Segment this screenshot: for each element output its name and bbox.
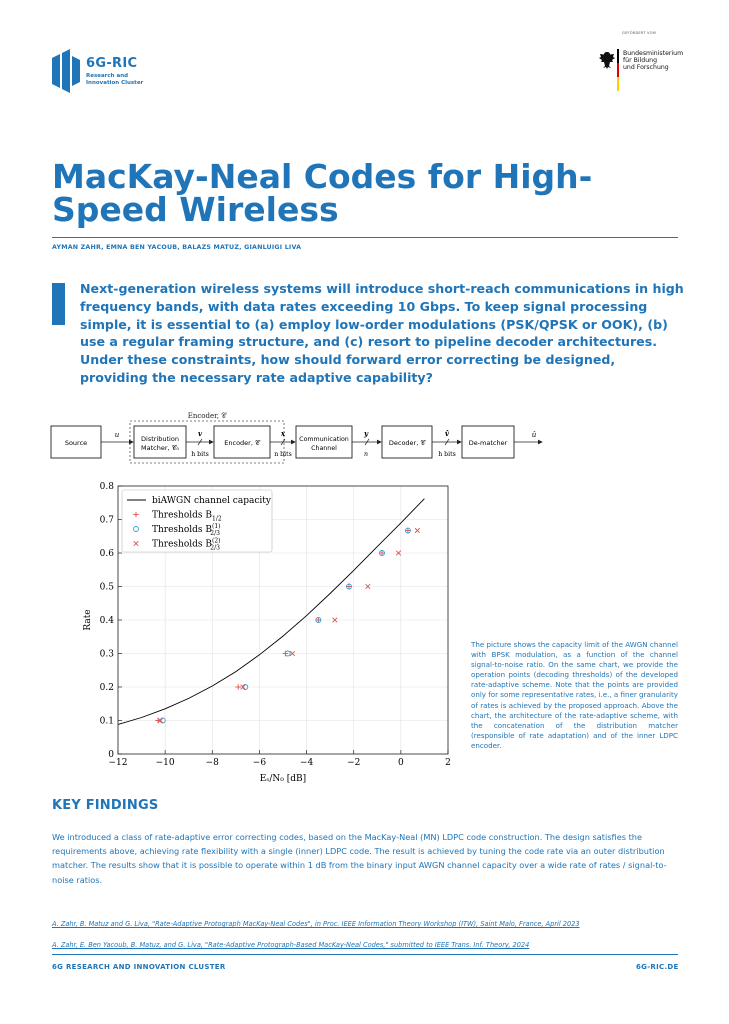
german-flag-stripe — [617, 49, 619, 91]
signal-v-hat: v̂ — [444, 429, 450, 438]
x-tick-label: −12 — [108, 758, 128, 768]
footer-website-link[interactable]: 6G-RIC.DE — [636, 963, 679, 971]
bits-label-h-out: h bits — [438, 451, 456, 458]
x-tick-label: −10 — [155, 758, 175, 768]
x-tick-label: −8 — [205, 758, 219, 768]
signal-u-hat: û — [531, 431, 537, 439]
bits-label-channel-n: n — [364, 451, 368, 458]
bits-label-h: h bits — [191, 451, 209, 458]
x-axis-label: Eₛ/N₀ [dB] — [259, 774, 307, 784]
footer-divider — [52, 954, 678, 955]
source-block-label: Source — [64, 439, 88, 447]
page-title: MacKay-Neal Codes for High-Speed Wireless — [52, 157, 593, 229]
distribution-matcher-label-2: Matcher, 𝒞₀ — [141, 444, 179, 452]
logo-title: 6G-RIC — [86, 56, 138, 71]
y-tick-label: 0.5 — [99, 582, 114, 593]
figure-caption: The picture shows the capacity limit of the AWGN channel with BPSK modulation, as a function of the channel signal-to-noise ratio. On the same chart, we provide the operation points (decoding thresholds) of the developed rate-adaptive scheme. Note that the points are provided only for some representative rates, i.e., a finer granularity of rates is achieved by the proposed approach. Above the chart, the architecture of the rate-adaptive scheme, with the concatenation of the distribution matcher (responsible of rate adaptation) and of the inner LDPC encoder. — [471, 640, 678, 750]
y-tick-label: 0.2 — [99, 683, 114, 693]
legend-entry-label: Thresholds $B^{(2)}$ 2/3 — [152, 537, 221, 552]
x-tick-label: 2 — [445, 758, 451, 768]
y-tick-label: 0.4 — [99, 616, 114, 626]
x-tick-label: −4 — [299, 758, 314, 768]
distribution-matcher-label-1: Distribution — [141, 435, 179, 443]
rate-vs-snr-chart — [76, 478, 462, 784]
chart-legend — [122, 490, 272, 552]
encoder-group-label: Encoder, 𝒞 — [187, 412, 227, 420]
y-axis-label: Rate — [83, 609, 93, 631]
6g-ric-logo-icon — [52, 48, 82, 94]
y-tick-label: 0.7 — [99, 515, 114, 526]
y-tick-label: 0.8 — [99, 482, 114, 492]
signal-u: u — [114, 431, 120, 439]
lead-accent-bar — [52, 283, 65, 325]
threshold-point-1 — [235, 684, 241, 690]
channel-block-label-2: Channel — [311, 445, 337, 452]
x-tick-label: 0 — [397, 758, 404, 768]
reference-link-1[interactable]: A. Zahr, B. Matuz and G. Liva, "Rate-Adaptive Protograph MacKay-Neal Codes", in Proc. IEEE Information Theory Workshop (ITW), Saint Malo, France, April 2023 — [52, 920, 580, 928]
key-findings-title: KEY FINDINGS — [52, 798, 159, 813]
x-tick-label: −2 — [347, 758, 361, 768]
logo-subtitle: Research and Innovation Cluster — [86, 73, 144, 86]
x-tick-label: −6 — [252, 758, 267, 768]
signal-y: y — [363, 429, 369, 438]
channel-block-label-1: Communication — [299, 436, 349, 443]
decoder-block-label: Decoder, 𝒞 — [388, 439, 426, 447]
lead-paragraph: Next-generation wireless systems will introduce short-reach communications in high frequency bands, with data rates exceeding 10 Gbps. To keep signal processing simple, it is essential to (a) employ low-order modulations (PSK/QPSK or OOK), (b) use a regular framing structure, and (c) resort to pipeline decoder architectures. Under these constraints, how should forward error correcting be designed, providing the necessary rate adaptive capability? — [80, 281, 684, 385]
y-tick-label: 0 — [108, 750, 114, 760]
signal-x: x — [280, 429, 286, 438]
ministry-name: Bundesministerium für Bildung und Forschung — [623, 50, 684, 72]
y-tick-label: 0.3 — [99, 649, 114, 660]
legend-entry-label: Thresholds $B_{1/2}$ — [152, 510, 222, 523]
threshold-point-3 — [415, 528, 420, 533]
legend-entry-label: Thresholds $B^{(1)}$ 2/3 — [152, 523, 221, 538]
signal-v: v — [197, 429, 203, 438]
y-tick-label: 0.6 — [99, 549, 114, 559]
dematcher-block-label: De-matcher — [468, 439, 508, 447]
system-block-diagram — [46, 412, 646, 470]
legend-entry-label: biAWGN channel capacity — [152, 496, 271, 507]
title-divider — [52, 237, 678, 238]
key-findings-text: We introduced a class of rate-adaptive error correcting codes, based on the MacKay-Neal (MN) LDPC code construction. The design satisfies the requirements above, achieving rate flexibility with a single (inner) LDPC code. The result is achieved by tuning the code rate via an outer distribution matcher. The results show that it is possible to operate within 1 dB from the binary input AWGN channel capacity over a wide rate of rates / signal-to-noise ratios. — [52, 832, 667, 885]
bits-label-n: n bits — [274, 451, 292, 458]
federal-eagle-icon — [598, 50, 616, 70]
author-list: AYMAN ZAHR, EMNA BEN YACOUB, BALAZS MATUZ, GIANLUIGI LIVA — [52, 244, 302, 251]
funded-by-label: GEFÖRDERT VOM — [622, 31, 656, 35]
encoder-block-label: Encoder, 𝒞 — [224, 439, 260, 447]
reference-link-2[interactable]: A. Zahr, E. Ben Yacoub, B. Matuz, and G. Liva, "Rate-Adaptive Protograph-Based MacKay-Neal Codes," submitted to IEEE Trans. Inf. Theory, 2024 — [52, 941, 530, 949]
y-tick-label: 0.1 — [99, 716, 114, 727]
footer-cluster-name: 6G RESEARCH AND INNOVATION CLUSTER — [52, 963, 226, 971]
